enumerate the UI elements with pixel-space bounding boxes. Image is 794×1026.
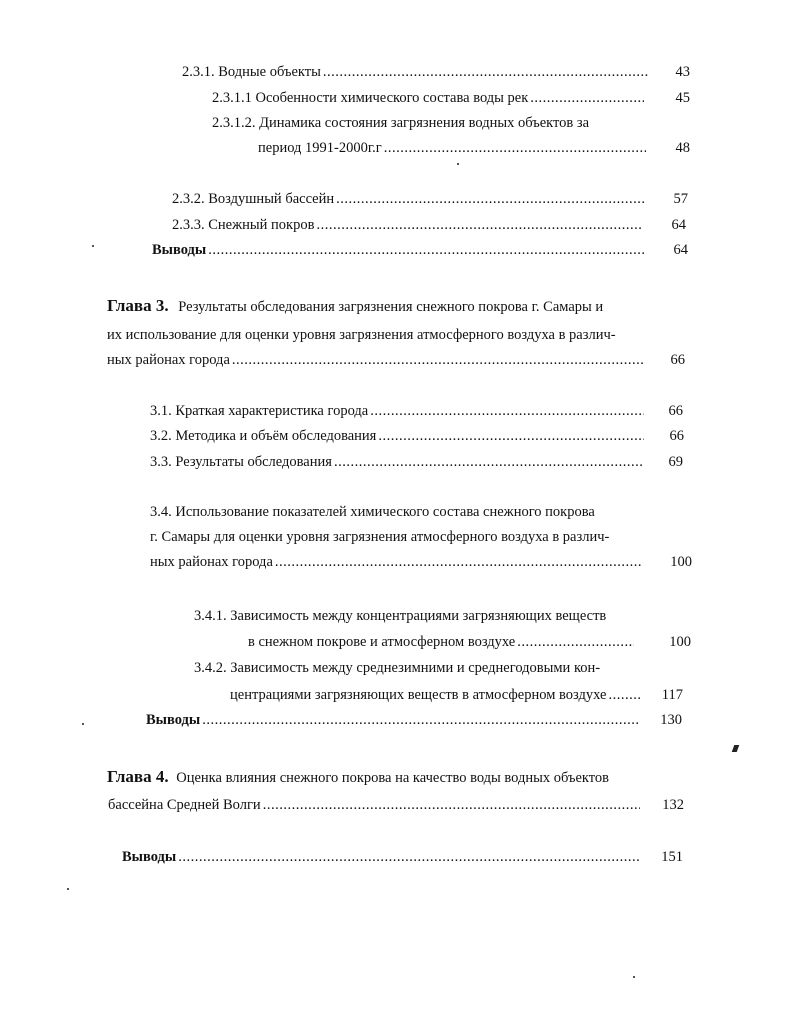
toc-page-number: 117 bbox=[661, 687, 683, 703]
chapter-label: Глава 3. bbox=[107, 296, 169, 315]
toc-entry-3-4-line1[interactable]: 3.4. Использование показателей химического состава снежного покрова bbox=[150, 504, 595, 520]
leader-dots bbox=[202, 711, 638, 729]
leader-dots bbox=[178, 848, 640, 866]
leader-dots bbox=[232, 351, 645, 369]
leader-dots bbox=[530, 89, 644, 107]
toc-entry-3-4-2-line1[interactable]: 3.4.2. Зависимость между среднезимними и среднегодовыми кон- bbox=[194, 660, 601, 676]
toc-entry-title: 2.3.2. Воздушный бассейн bbox=[172, 191, 335, 207]
toc-entry-title: Выводы bbox=[152, 242, 207, 258]
toc-page-number: 66 bbox=[669, 428, 684, 444]
toc-entry-title: период 1991-2000г.г bbox=[258, 140, 382, 156]
toc-page-number: 130 bbox=[660, 712, 682, 728]
scan-speck bbox=[92, 245, 94, 247]
leader-dots bbox=[334, 453, 642, 471]
toc-entry-2-3-1-2-line1[interactable]: 2.3.1.2. Динамика состояния загрязнения водных объектов за bbox=[212, 115, 590, 131]
toc-entry-2-3-2[interactable] bbox=[172, 190, 648, 208]
toc-entry-title: 2.3.3. Снежный покров bbox=[172, 217, 315, 233]
toc-page-number: 66 bbox=[670, 352, 685, 368]
leader-dots bbox=[263, 796, 640, 814]
toc-entry-2-3-1[interactable] bbox=[182, 63, 650, 81]
toc-entry-title: Выводы bbox=[146, 712, 201, 728]
leader-dots bbox=[608, 686, 640, 704]
toc-entry-title: в снежном покрове и атмосферном воздухе bbox=[248, 634, 516, 650]
toc-entry-3-4-1[interactable] bbox=[248, 633, 636, 651]
toc-page-number: 57 bbox=[673, 191, 688, 207]
leader-dots bbox=[378, 427, 644, 445]
leader-dots bbox=[275, 553, 642, 571]
toc-chapter-4[interactable] bbox=[108, 796, 642, 814]
toc-page-number: 132 bbox=[662, 797, 684, 813]
chapter-label: Глава 4. bbox=[107, 767, 169, 786]
toc-entry-title: ных районах города bbox=[150, 554, 273, 570]
toc-entry-3-4[interactable] bbox=[150, 553, 644, 571]
toc-page-number: 64 bbox=[673, 242, 688, 258]
leader-dots bbox=[370, 402, 644, 420]
scan-speck bbox=[67, 888, 69, 890]
toc-entry-3-4-1-line1[interactable]: 3.4.1. Зависимость между концентрациями загрязняющих веществ bbox=[194, 608, 607, 624]
toc-page-number: 100 bbox=[669, 634, 691, 650]
toc-entry-conclusions-ch3[interactable] bbox=[146, 711, 640, 729]
toc-entry-title: 2.3.1. Водные объекты bbox=[182, 64, 321, 80]
toc-page-number: 43 bbox=[675, 64, 690, 80]
toc-page-number: 45 bbox=[675, 90, 690, 106]
leader-dots bbox=[336, 190, 646, 208]
leader-dots bbox=[208, 241, 644, 259]
toc-entry-2-3-1-1[interactable] bbox=[212, 89, 646, 107]
toc-chapter-3-line1[interactable] bbox=[107, 297, 603, 316]
toc-entry-title: 3.1. Краткая характеристика города bbox=[150, 403, 369, 419]
toc-entry-conclusions-ch2[interactable] bbox=[152, 241, 646, 259]
leader-dots bbox=[384, 139, 646, 157]
scan-speck bbox=[633, 976, 635, 978]
toc-page-number: 64 bbox=[671, 217, 686, 233]
toc-entry-3-3[interactable] bbox=[150, 453, 644, 471]
chapter-title: Результаты обследования загрязнения снежного покрова г. Самары и bbox=[178, 299, 604, 315]
scan-mark bbox=[732, 745, 740, 752]
leader-dots bbox=[517, 633, 634, 651]
toc-entry-3-4-line2[interactable]: г. Самары для оценки уровня загрязнения атмосферного воздуха в различ- bbox=[150, 529, 610, 545]
toc-entry-title: центрациями загрязняющих веществ в атмосферном воздухе bbox=[230, 687, 607, 703]
toc-entry-title: 2.3.1.1 Особенности химического состава воды рек bbox=[212, 90, 529, 106]
chapter-title: Оценка влияния снежного покрова на качество воды водных объектов bbox=[176, 770, 610, 786]
toc-page-number: 69 bbox=[668, 454, 683, 470]
toc-entry-2-3-1-2[interactable] bbox=[258, 139, 648, 157]
toc-entry-3-4-2[interactable] bbox=[230, 686, 642, 704]
toc-entry-title: 3.2. Методика и объём обследования bbox=[150, 428, 377, 444]
toc-page-number: 66 bbox=[668, 403, 683, 419]
toc-chapter-3[interactable] bbox=[107, 351, 647, 369]
toc-entry-conclusions-final[interactable] bbox=[122, 848, 642, 866]
toc-chapter-3-line2[interactable]: их использование для оценки уровня загрязнения атмосферного воздуха в различ- bbox=[107, 327, 616, 343]
scan-speck bbox=[82, 723, 84, 725]
toc-entry-3-2[interactable] bbox=[150, 427, 646, 445]
toc-entry-title: бассейна Средней Волги bbox=[108, 797, 261, 813]
scan-speck bbox=[457, 163, 459, 165]
toc-entry-3-1[interactable] bbox=[150, 402, 646, 420]
toc-entry-title: Выводы bbox=[122, 849, 177, 865]
toc-page-number: 151 bbox=[661, 849, 683, 865]
toc-page-number: 48 bbox=[675, 140, 690, 156]
toc-entry-title: ных районах города bbox=[107, 352, 230, 368]
toc-entry-title: 3.3. Результаты обследования bbox=[150, 454, 332, 470]
toc-chapter-4-line1[interactable] bbox=[107, 768, 609, 787]
toc-page-number: 100 bbox=[670, 554, 692, 570]
toc-entry-2-3-3[interactable] bbox=[172, 216, 644, 234]
leader-dots bbox=[316, 216, 642, 234]
leader-dots bbox=[323, 63, 648, 81]
